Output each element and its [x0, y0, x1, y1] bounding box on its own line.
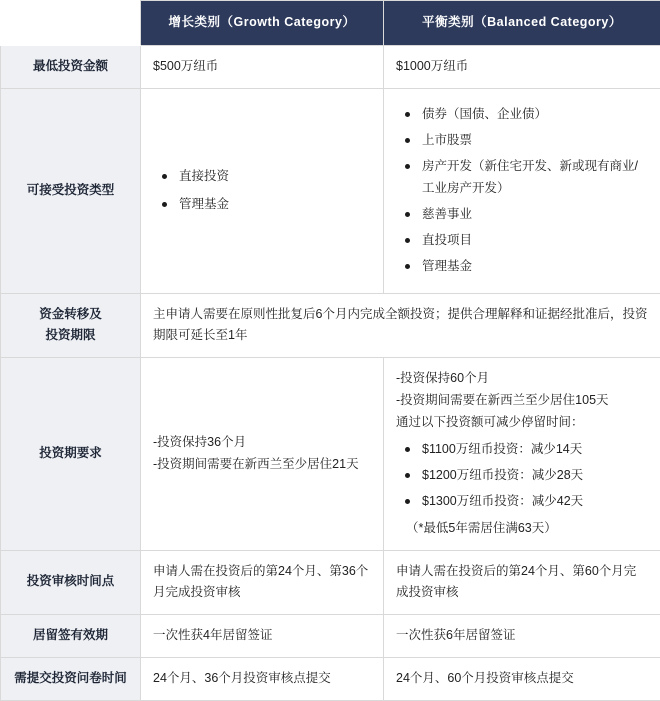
- table-corner-cell: [1, 1, 141, 46]
- cell-growth-review-points: 申请人需在投资后的第24个月、第36个月完成投资审核: [141, 550, 384, 615]
- cell-balanced-review-points: 申请人需在投资后的第24个月、第60个月完成投资审核: [384, 550, 660, 615]
- text-line: -投资期间需要在新西兰至少居住21天: [153, 454, 371, 476]
- cell-growth-investment-period: [141, 358, 384, 550]
- row-label-review-points: 投资审核时间点: [1, 550, 141, 615]
- row-label-line-1: 资金转移及: [9, 304, 132, 326]
- row-label-line-2: 投资期限: [9, 325, 132, 347]
- row-label-min-investment: 最低投资金额: [1, 45, 141, 88]
- row-label-transfer-period: [1, 293, 141, 358]
- table-header-row: [1, 1, 660, 46]
- list-item: 上市股票: [418, 130, 648, 151]
- cell-balanced-min-investment: $1000万纽币: [384, 45, 660, 88]
- cell-growth-visa-validity: 一次性获4年居留签证: [141, 615, 384, 658]
- list-item: 直投项目: [418, 230, 648, 251]
- list-item: $1200万纽币投资：减少28天: [418, 465, 648, 486]
- text-line: 通过以下投资额可减少停留时间：: [396, 412, 648, 434]
- table-row: [1, 293, 660, 358]
- cell-merged-transfer-period: 主申请人需要在原则性批复后6个月内完成全额投资；提供合理解释和证据经批准后，投资期限可延长至1年: [141, 293, 660, 358]
- footnote: （*最低5年需居住满63天）: [396, 518, 648, 540]
- row-label-visa-validity: 居留签有效期: [1, 615, 141, 658]
- column-header-growth: 增长类别（Growth Category）: [141, 1, 384, 46]
- list-item: 管理基金: [418, 256, 648, 277]
- table-row: [1, 615, 660, 658]
- bullet-list: [153, 166, 371, 216]
- row-label-investment-types: 可接受投资类型: [1, 88, 141, 293]
- table-row: [1, 88, 660, 293]
- cell-balanced-investment-types: [384, 88, 660, 293]
- row-label-investment-period: 投资期要求: [1, 358, 141, 550]
- table-row: [1, 358, 660, 550]
- table-row: [1, 45, 660, 88]
- list-item: $1300万纽币投资：减少42天: [418, 491, 648, 512]
- table-row: [1, 658, 660, 701]
- list-item: 直接投资: [175, 166, 371, 187]
- row-label-questionnaire-timing: 需提交投资问卷时间: [1, 658, 141, 701]
- bullet-list: [396, 439, 648, 513]
- cell-growth-questionnaire-timing: 24个月、36个月投资审核点提交: [141, 658, 384, 701]
- text-line: -投资保持36个月: [153, 432, 371, 454]
- cell-balanced-questionnaire-timing: 24个月、60个月投资审核点提交: [384, 658, 660, 701]
- cell-growth-investment-types: [141, 88, 384, 293]
- list-item: 管理基金: [175, 194, 371, 215]
- cell-balanced-visa-validity: 一次性获6年居留签证: [384, 615, 660, 658]
- list-item: 慈善事业: [418, 204, 648, 225]
- table-body: [1, 45, 660, 700]
- list-item: $1100万纽币投资：减少14天: [418, 439, 648, 460]
- text-line: -投资期间需要在新西兰至少居住105天: [396, 390, 648, 412]
- list-item: 债券（国债、企业债）: [418, 104, 648, 125]
- column-header-balanced: 平衡类别（Balanced Category）: [384, 1, 660, 46]
- cell-balanced-investment-period: [384, 358, 660, 550]
- table-row: [1, 550, 660, 615]
- table-header: [1, 1, 660, 46]
- bullet-list: [396, 104, 648, 278]
- list-item: 房产开发（新住宅开发、新或现有商业/工业房产开发）: [418, 156, 648, 199]
- cell-growth-min-investment: $500万纽币: [141, 45, 384, 88]
- text-line: -投资保持60个月: [396, 368, 648, 390]
